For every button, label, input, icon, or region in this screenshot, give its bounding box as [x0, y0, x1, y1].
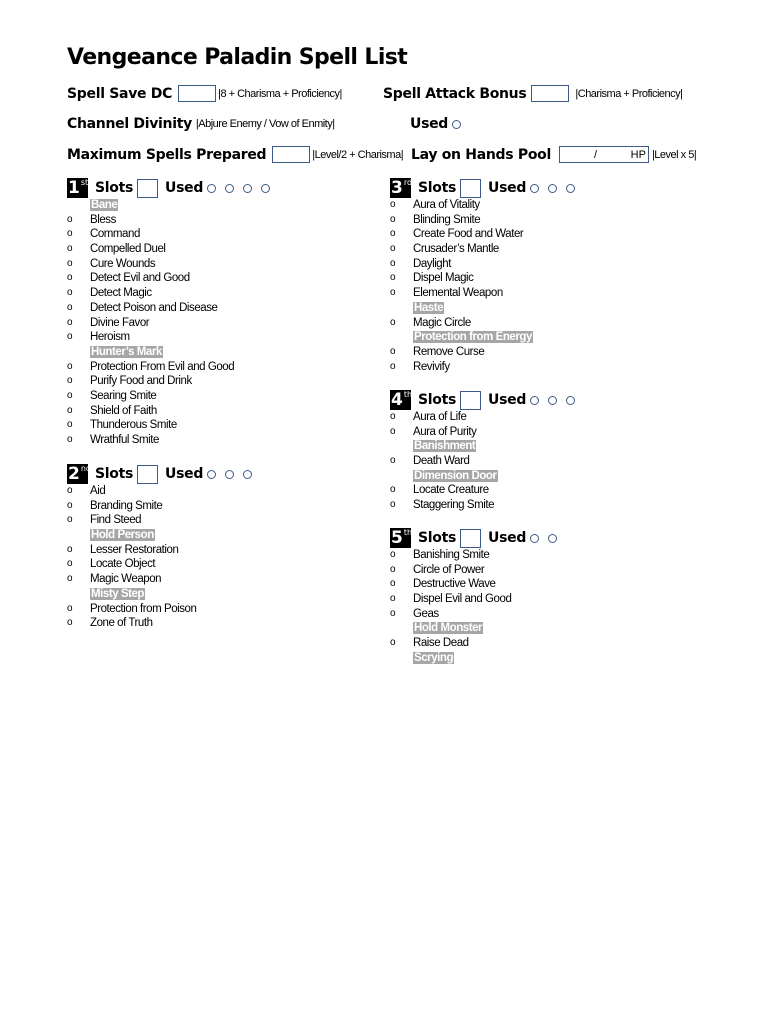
spell-name: Locate Creature	[413, 484, 489, 497]
spell-save-dc-note: |8 + Charisma + Proficiency|	[218, 87, 342, 100]
spell-save-dc-row	[67, 85, 342, 102]
spell-attack-bonus-field[interactable]	[531, 85, 569, 102]
slots-field[interactable]	[460, 529, 481, 548]
level-2-spell-list	[67, 484, 196, 631]
bullet-icon: o	[67, 499, 73, 511]
channel-divinity-row	[67, 116, 335, 132]
bullet-icon: o	[67, 213, 73, 225]
spell-item[interactable]	[390, 621, 511, 636]
spell-name: Geas	[413, 607, 439, 620]
bullet-icon: o	[390, 607, 396, 619]
spell-name: Staggering Smite	[413, 499, 495, 512]
bullet-icon: o	[67, 375, 73, 387]
spell-name: Create Food and Water	[413, 228, 524, 241]
used-slot-checkbox[interactable]	[566, 396, 575, 405]
spell-item[interactable]	[67, 433, 234, 448]
spell-item[interactable]	[390, 242, 533, 257]
prepared-spell-name: Hold Monster	[414, 622, 483, 635]
spell-item[interactable]	[390, 360, 533, 375]
spell-name: Wrathful Smite	[90, 434, 159, 446]
bullet-icon: o	[67, 419, 73, 431]
level-number: 3	[391, 178, 403, 198]
bullet-icon: o	[67, 228, 73, 240]
level-badge	[390, 178, 411, 198]
spell-item[interactable]	[390, 454, 498, 469]
slots-label: Slots	[418, 392, 457, 408]
spell-item[interactable]	[390, 592, 511, 607]
used-slot-checkbox[interactable]	[530, 396, 539, 405]
spell-item[interactable]	[67, 242, 234, 257]
level-suffix: rd	[403, 178, 413, 187]
spell-item[interactable]	[390, 330, 533, 345]
used-label: Used	[165, 180, 204, 196]
bullet-icon: o	[390, 563, 396, 575]
bullet-icon: o	[67, 543, 73, 555]
level-1-header	[67, 178, 279, 198]
spell-item[interactable]	[390, 548, 511, 563]
spell-name: Blinding Smite	[413, 213, 481, 226]
spell-attack-bonus-label: Spell Attack Bonus	[383, 85, 527, 102]
spell-name: Detect Poison and Disease	[90, 301, 218, 314]
spell-name: Revivify	[413, 360, 450, 373]
spell-item[interactable]	[390, 286, 533, 301]
spell-name: Purify Food and Drink	[90, 375, 192, 388]
bullet-icon: o	[67, 287, 73, 299]
spell-item[interactable]	[67, 602, 196, 617]
spell-item[interactable]	[67, 557, 196, 572]
bullet-icon: o	[390, 243, 396, 255]
spell-name: Aura of Life	[413, 411, 467, 423]
used-label: Used	[488, 180, 527, 196]
spell-name: Dispel Magic	[413, 272, 474, 285]
prepared-spell-name: Banishment	[414, 440, 476, 453]
bullet-icon: o	[67, 272, 73, 284]
lay-on-hands-field[interactable]	[559, 146, 649, 163]
bullet-icon: o	[390, 549, 396, 560]
bullet-icon: o	[390, 360, 396, 372]
bullet-icon: o	[390, 213, 396, 225]
spell-attack-bonus-row	[383, 85, 683, 102]
spell-item[interactable]	[390, 257, 533, 272]
bullet-icon: o	[67, 617, 73, 629]
prepared-spell-name: Dimension Door	[414, 469, 497, 482]
spell-name: Death Ward	[413, 455, 470, 468]
slots-field[interactable]	[460, 391, 481, 410]
level-badge	[390, 390, 411, 410]
level-5-header	[390, 528, 566, 548]
bullet-icon: o	[390, 257, 396, 269]
lay-on-hands-hp: HP	[630, 148, 646, 161]
bullet-icon: o	[67, 243, 73, 255]
level-badge	[67, 464, 91, 484]
spell-name: Magic Circle	[413, 316, 471, 329]
spell-item[interactable]	[67, 389, 234, 404]
channel-divinity-label: Channel Divinity	[67, 116, 192, 132]
spell-item[interactable]	[390, 316, 533, 331]
used-slot-checkbox[interactable]	[207, 184, 216, 193]
spell-name: Aura of Vitality	[413, 199, 480, 211]
used-slot-checkbox[interactable]	[261, 184, 270, 193]
spell-item[interactable]	[67, 572, 196, 587]
used-slot-checkbox[interactable]	[207, 470, 216, 479]
spell-name: Circle of Power	[413, 563, 485, 576]
spell-item[interactable]	[390, 410, 498, 425]
lay-on-hands-slash: /	[593, 148, 598, 161]
spell-item[interactable]	[67, 257, 234, 272]
channel-used-label: Used	[410, 116, 449, 132]
level-badge	[390, 528, 411, 548]
spell-item[interactable]	[390, 425, 498, 440]
spell-item[interactable]	[67, 227, 234, 242]
spell-item[interactable]	[67, 198, 234, 213]
used-slot-checkbox[interactable]	[225, 184, 234, 193]
used-label: Used	[488, 530, 527, 546]
slots-label: Slots	[418, 530, 457, 546]
level-suffix: th	[403, 390, 413, 399]
level-suffix: nd	[80, 464, 91, 473]
bullet-icon: o	[390, 287, 396, 299]
spell-name: Detect Evil and Good	[90, 272, 190, 285]
spell-item[interactable]	[67, 213, 234, 228]
bullet-icon: o	[390, 272, 396, 284]
used-slot-checkbox[interactable]	[548, 534, 557, 543]
used-slot-checkbox[interactable]	[548, 396, 557, 405]
bullet-icon: o	[67, 257, 73, 269]
bullet-icon: o	[67, 389, 73, 401]
max-spells-row	[67, 146, 403, 163]
used-slot-checkbox[interactable]	[243, 470, 252, 479]
bullet-icon: o	[67, 573, 73, 585]
slots-field[interactable]	[137, 465, 158, 484]
prepared-spell-name: Haste	[414, 301, 444, 314]
prepared-spell-name: Bane	[91, 199, 118, 211]
spell-item[interactable]	[390, 439, 498, 454]
spell-name: Cure Wounds	[90, 257, 156, 270]
used-slot-checkbox[interactable]	[243, 184, 252, 193]
spell-item[interactable]	[390, 227, 533, 242]
level-suffix: st	[80, 178, 89, 187]
bullet-icon: o	[390, 425, 396, 437]
spell-name: Destructive Wave	[413, 578, 496, 591]
prepared-spell-name: Misty Step	[91, 587, 145, 600]
bullet-icon: o	[67, 602, 73, 614]
spell-item[interactable]	[390, 607, 511, 622]
spell-item[interactable]	[390, 636, 511, 651]
bullet-icon: o	[390, 499, 396, 511]
spell-item[interactable]	[67, 616, 196, 631]
spell-save-dc-field[interactable]	[178, 85, 216, 102]
bullet-icon: o	[390, 316, 396, 328]
used-slot-checkbox[interactable]	[530, 534, 539, 543]
bullet-icon: o	[67, 360, 73, 372]
spell-name: Aid	[90, 485, 106, 497]
channel-divinity-note: |Abjure Enemy / Vow of Enmity|	[195, 118, 335, 130]
bullet-icon: o	[390, 199, 396, 210]
spell-name: Remove Curse	[413, 345, 485, 358]
bullet-icon: o	[390, 578, 396, 590]
used-slot-checkbox[interactable]	[548, 184, 557, 193]
used-label: Used	[165, 466, 204, 482]
used-slot-checkbox[interactable]	[566, 184, 575, 193]
bullet-icon: o	[67, 301, 73, 313]
prepared-spell-name: Hunter’s Mark	[91, 345, 162, 358]
level-badge	[67, 178, 88, 198]
spell-name: Bless	[90, 213, 116, 226]
bullet-icon: o	[67, 558, 73, 570]
spell-name: Heroism	[90, 331, 130, 344]
spell-item[interactable]	[390, 301, 533, 316]
bullet-icon: o	[390, 411, 396, 422]
spell-item[interactable]	[67, 528, 196, 543]
spell-name: Searing Smite	[90, 389, 157, 402]
spell-name: Compelled Duel	[90, 243, 166, 256]
spell-name: Raise Dead	[413, 637, 469, 650]
spell-name: Divine Favor	[90, 316, 150, 329]
bullet-icon: o	[67, 485, 73, 496]
bullet-icon: o	[67, 316, 73, 328]
spell-name: Aura of Purity	[413, 425, 477, 438]
spell-name: Branding Smite	[90, 499, 163, 512]
used-slot-checkbox[interactable]	[225, 470, 234, 479]
spell-item[interactable]	[390, 213, 533, 228]
level-4-header	[390, 390, 584, 410]
spell-name: Locate Object	[90, 558, 156, 571]
spell-item[interactable]	[67, 316, 234, 331]
lay-on-hands-row	[411, 146, 696, 163]
level-3-spell-list	[390, 198, 533, 374]
spell-item[interactable]	[67, 301, 234, 316]
spell-name: Zone of Truth	[90, 617, 153, 630]
channel-used-checkbox[interactable]	[452, 120, 461, 129]
spell-item[interactable]	[390, 498, 498, 513]
spell-name: Dispel Evil and Good	[413, 593, 512, 606]
level-4-spell-list	[390, 410, 498, 513]
max-spells-label: Maximum Spells Prepared	[67, 146, 267, 163]
max-spells-note: |Level/2 + Charisma|	[312, 148, 404, 161]
level-2-header	[67, 464, 261, 484]
slots-label: Slots	[95, 466, 134, 482]
spell-attack-bonus-note: |Charisma + Proficiency|	[575, 87, 683, 100]
spell-name: Magic Weapon	[90, 573, 162, 586]
spell-item[interactable]	[67, 499, 196, 514]
spell-item[interactable]	[67, 543, 196, 558]
bullet-icon: o	[67, 514, 73, 526]
spell-item[interactable]	[390, 577, 511, 592]
spell-item[interactable]	[67, 484, 196, 499]
spell-item[interactable]	[390, 651, 511, 666]
spell-name: Protection from Poison	[90, 602, 197, 615]
level-number: 5	[391, 528, 403, 548]
level-suffix: th	[403, 528, 413, 537]
max-spells-field[interactable]	[272, 146, 310, 163]
bullet-icon: o	[390, 484, 396, 496]
spell-save-dc-label: Spell Save DC	[67, 85, 173, 102]
used-label: Used	[488, 392, 527, 408]
level-3-header	[390, 178, 584, 198]
spell-name: Elemental Weapon	[413, 287, 503, 300]
page-title: Vengeance Paladin Spell List	[67, 45, 408, 70]
bullet-icon: o	[67, 434, 73, 445]
spell-item[interactable]	[67, 418, 234, 433]
spell-item[interactable]	[67, 374, 234, 389]
spell-item[interactable]	[67, 345, 234, 360]
spell-name: Thunderous Smite	[90, 419, 177, 432]
slots-field[interactable]	[460, 179, 481, 198]
spell-item[interactable]	[390, 198, 533, 213]
spell-item[interactable]	[67, 404, 234, 419]
bullet-icon: o	[390, 593, 396, 605]
level-number: 2	[68, 464, 80, 484]
level-5-spell-list	[390, 548, 511, 666]
slots-field[interactable]	[137, 179, 158, 198]
channel-used-row	[410, 116, 470, 132]
bullet-icon: o	[390, 228, 396, 240]
spell-name: Lesser Restoration	[90, 543, 179, 556]
spell-item[interactable]	[67, 587, 196, 602]
spell-name: Crusader’s Mantle	[413, 243, 499, 256]
spell-name: Shield of Faith	[90, 404, 157, 417]
spell-name: Daylight	[413, 257, 451, 270]
bullet-icon: o	[390, 345, 396, 357]
bullet-icon: o	[67, 404, 73, 416]
prepared-spell-name: Hold Person	[91, 529, 154, 542]
prepared-spell-name: Protection from Energy	[414, 331, 532, 344]
spell-item[interactable]	[67, 330, 234, 345]
spell-item[interactable]	[390, 271, 533, 286]
spell-item[interactable]	[67, 360, 234, 375]
spell-item[interactable]	[67, 286, 234, 301]
spell-item[interactable]	[390, 563, 511, 578]
spell-name: Detect Magic	[90, 287, 152, 300]
spell-item[interactable]	[390, 469, 498, 484]
level-number: 1	[68, 178, 80, 198]
bullet-icon: o	[390, 637, 396, 649]
used-slot-checkbox[interactable]	[530, 184, 539, 193]
lay-on-hands-label: Lay on Hands Pool	[411, 146, 551, 163]
prepared-spell-name: Scrying	[414, 651, 454, 664]
bullet-icon: o	[67, 331, 73, 343]
spell-name: Banishing Smite	[413, 549, 490, 561]
spell-name: Protection From Evil and Good	[90, 360, 235, 373]
spell-item[interactable]	[67, 513, 196, 528]
spell-item[interactable]	[390, 345, 533, 360]
slots-label: Slots	[418, 180, 457, 196]
slots-label: Slots	[95, 180, 134, 196]
level-1-spell-list	[67, 198, 234, 448]
spell-name: Find Steed	[90, 514, 142, 527]
spell-item[interactable]	[67, 271, 234, 286]
lay-on-hands-note: |Level x 5|	[651, 148, 697, 161]
level-number: 4	[391, 390, 403, 410]
spell-name: Command	[90, 228, 140, 241]
spell-item[interactable]	[390, 483, 498, 498]
bullet-icon: o	[390, 455, 396, 467]
